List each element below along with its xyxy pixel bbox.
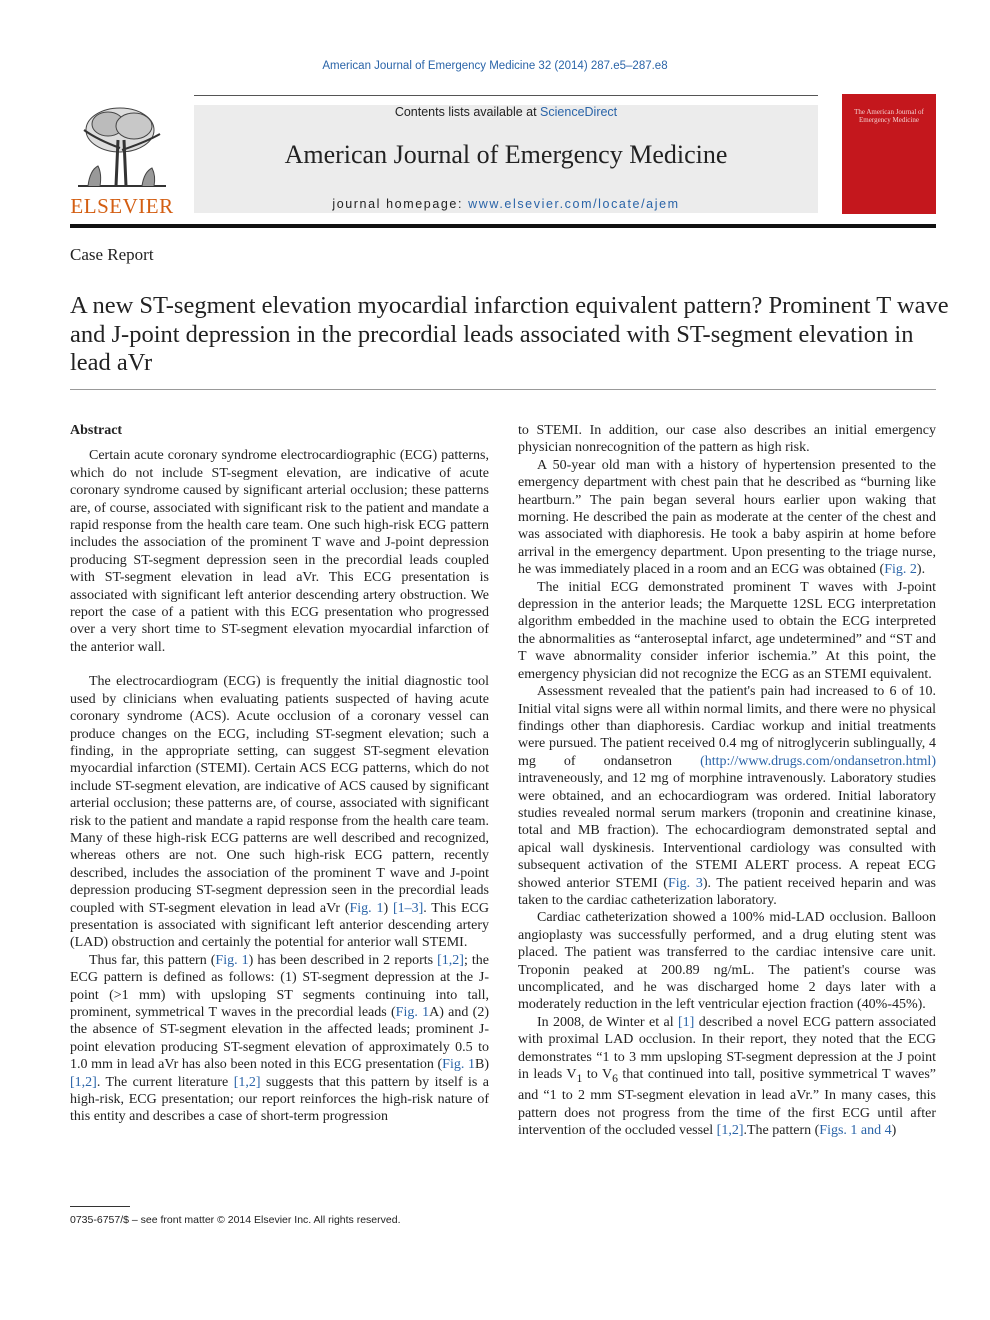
ref-link[interactable]: [1]: [677, 1014, 695, 1030]
case-paragraph-2: The initial ECG demonstrated prominent T waves with J-point depression in the anterior leads; the Marquette 12SL ECG interpretation algorithm embedded in the machine used to obtain the ECG interpreted the abnormalities as “anteroseptal infarct, age undetermined” and “ST and T wave abnormality consider inferior ischemia.” At this point, the emergency physician did not recognize the ECG as an STEMI equivalent.: [518, 579, 936, 682]
ref-link[interactable]: [1,2]: [70, 1074, 97, 1090]
ref-link[interactable]: [1,2]: [716, 1123, 744, 1139]
ref-link[interactable]: [1–3]: [392, 900, 424, 916]
journal-title: American Journal of Emergency Medicine: [284, 140, 728, 169]
fig-link[interactable]: Fig. 2: [884, 562, 917, 578]
title-rule: [70, 389, 936, 390]
ref-link[interactable]: [1,2]: [233, 1074, 261, 1090]
sciencedirect-link[interactable]: ScienceDirect: [540, 105, 618, 119]
case-paragraph-0: to STEMI. In addition, our case also describes an initial emergency physician nonrecognition of the pattern as high risk.: [518, 423, 936, 456]
journal-citation[interactable]: American Journal of Emergency Medicine 32 (2014) 287.e5–287.e8: [322, 60, 668, 72]
contents-line: [194, 105, 818, 119]
abstract-heading: Abstract: [70, 423, 123, 438]
header-top-rule: [194, 95, 818, 96]
intro-paragraph-2: Thus far, this pattern (Fig. 1) has been described in 2 reports [1,2]; the ECG pattern is defined as follows: (1) ST-segment depression at the J-point (>1 mm) with upsloping ST segments continuing into tall, prominent, symmetrical T waves in the precordial leads (Fig. 1A) and (2) the absence of ST-segment elevation in the affected leads; prominent J-point elevation producing ST-segment elevation of approximately 0.5 to 1.0 mm in lead aVr has also been noted in this ECG presentation (Fig. 1B) [1,2]. The current literature [1,2] suggests that this pattern by itself is a high-risk, ECG presentation; our report reinforces the high-risk nature of this entity and describes a case of short-term progression: [70, 952, 489, 1125]
header-bottom-rule: [70, 224, 936, 228]
homepage-line: [194, 197, 818, 211]
case-paragraph-3: Assessment revealed that the patient's pain had increased to 6 of 10. Initial vital signs were all within normal limits, and there were no physical findings other than diaphoresis. Cardiac workup and initial treatments were pursued. The patient received 0.4 mg of nitroglycerin sublingually, 4 mg of ondansetron (http://www.drugs.com/ondansetron.html) intraveneously, and 12 mg of morphine intravenously. Laboratory studies were obtained, and an echocardiogram was ordered. Initial laboratory studies revealed normal serum markers (troponin and creatinine kinase, total and MB fraction). The echocardiogram demonstrated septal and apical wall dyskinesis. Interventional cardiology was consulted with subsequent activation of the STEMI ALERT process. A repeat ECG showed anterior STEMI (Fig. 3). The patient received heparin and was taken to the cardiac catheterization laboratory.: [518, 684, 937, 908]
footer-rule: [70, 1206, 130, 1207]
contents-prefix: Contents lists available at: [394, 105, 541, 119]
elsevier-wordmark: ELSEVIER: [70, 194, 174, 218]
fig-link[interactable]: Figs. 1 and 4: [819, 1123, 892, 1139]
article-type: Case Report: [70, 245, 154, 264]
abstract-text: Certain acute coronary syndrome electrocardiographic (ECG) patterns, which do not include ST-segment elevation, are indicative of acute coronary syndrome caused by significant arterial occlusion; these patterns are, of course, associated with significant risk to the patient and mandate a rapid response from the health care team. One such high-risk ECG pattern includes the association of the prominent T wave and J-point depression producing ST-segment depression seen in the precordial leads coupled with ST-segment elevation in lead aVr. This ECG presentation is associated with significant left anterior descending artery obstruction. We report the case of a patient with this ECG presentation who progressed over a very short time to ST-segment elevation myocardial infarction of the anterior wall.: [70, 448, 489, 655]
homepage-link[interactable]: www.elsevier.com/locate/ajem: [468, 197, 680, 211]
case-paragraph-4: Cardiac catheterization showed a 100% mid-LAD occlusion. Balloon angioplasty was successfully performed, and a drug eluting stent was placed. The patient was transferred to the cardiac intensive care unit. Troponin peaked at 200.89 ng/mL. The patient's course was uncomplicated, and he was discharged home 2 days later with a moderately reduction in the left ventricular ejection fraction (40%-45%).: [518, 910, 936, 1013]
fig-link[interactable]: Fig. 1: [442, 1057, 475, 1073]
copyright-footer: 0735-6757/$ – see front matter © 2014 Elsevier Inc. All rights reserved.: [70, 1214, 401, 1226]
right-column: [518, 422, 936, 1139]
drugs-link[interactable]: (http://www.drugs.com/ondansetron.html): [700, 753, 936, 769]
case-paragraph-1: A 50-year old man with a history of hypertension presented to the emergency department with chest pain that he described as “burning like heartburn.” The pain began several hours earlier upon waking that morning. He described the pain as moderate at the center of the chest and was associated with diaphoresis. He took a baby aspirin at home before arrival in the emergency department. Upon presenting to the triage nurse, he was immediately placed in a room and an ECG was obtained (Fig. 2).: [518, 457, 936, 578]
ref-link[interactable]: [1,2]: [437, 952, 464, 968]
cover-title: The American Journal of Emergency Medicine: [854, 108, 924, 124]
article-title: A new ST-segment elevation myocardial infarction equivalent pattern? Prominent T wave and J-point depression in the precordial leads associated with ST-segment elevation in lead aVr: [70, 292, 949, 376]
fig-link[interactable]: Fig. 3: [667, 875, 703, 891]
fig-link[interactable]: Fig. 1: [215, 952, 249, 968]
homepage-prefix: journal homepage:: [332, 197, 469, 211]
fig-link[interactable]: Fig. 1: [395, 1005, 430, 1020]
intro-paragraph-1: The electrocardiogram (ECG) is frequently the initial diagnostic tool used by clinicians when evaluating patients suspected of having acute coronary syndrome (ACS). Acute occlusion of a coronary vessel can produce changes on the ECG, including ST-segment elevation; such a finding, in the appropriate setting, can suggest ST-segment elevation myocardial infarction (STEMI). Certain ACS ECG patterns, which do not include ST-segment elevation, are indicative of ACS caused by significant arterial occlusion; these patterns are, of course, associated with significant risk to the patient and mandate a rapid response from the health care team. Many of these high-risk ECG patterns are well described and recognized, whereas others are not. One such high-risk ECG pattern, recently described, includes the association of the prominent T wave and J-point depression producing ST-segment depression seen in the precordial leads coupled with ST-segment elevation in lead aVr (Fig. 1) [1–3]. This ECG presentation is associated with significant left anterior descending artery (LAD) obstruction and certainly the potential for anterior wall STEMI.: [70, 674, 489, 951]
case-paragraph-5: In 2008, de Winter et al [1] described a novel ECG pattern associated with proximal LAD occlusion. In their report, they noted that the ECG demonstrates “1 to 3 mm upsloping ST-segment depression at the J point in leads $V_1$ to $V_6$ that continued into tall, positive symmetrical T waves” and “1 to 2 mm ST-segment elevation in lead aVr.” In many cases, this pattern does not progress from the time of the first ECG until after intervention of the occluded vessel [1,2].The pattern (Figs. 1 and 4): [518, 1014, 937, 1139]
fig-link[interactable]: Fig. 1: [349, 900, 384, 916]
left-column: [70, 422, 489, 1126]
journal-cover-thumbnail[interactable]: [842, 94, 936, 214]
journal-header-band: [194, 105, 818, 213]
